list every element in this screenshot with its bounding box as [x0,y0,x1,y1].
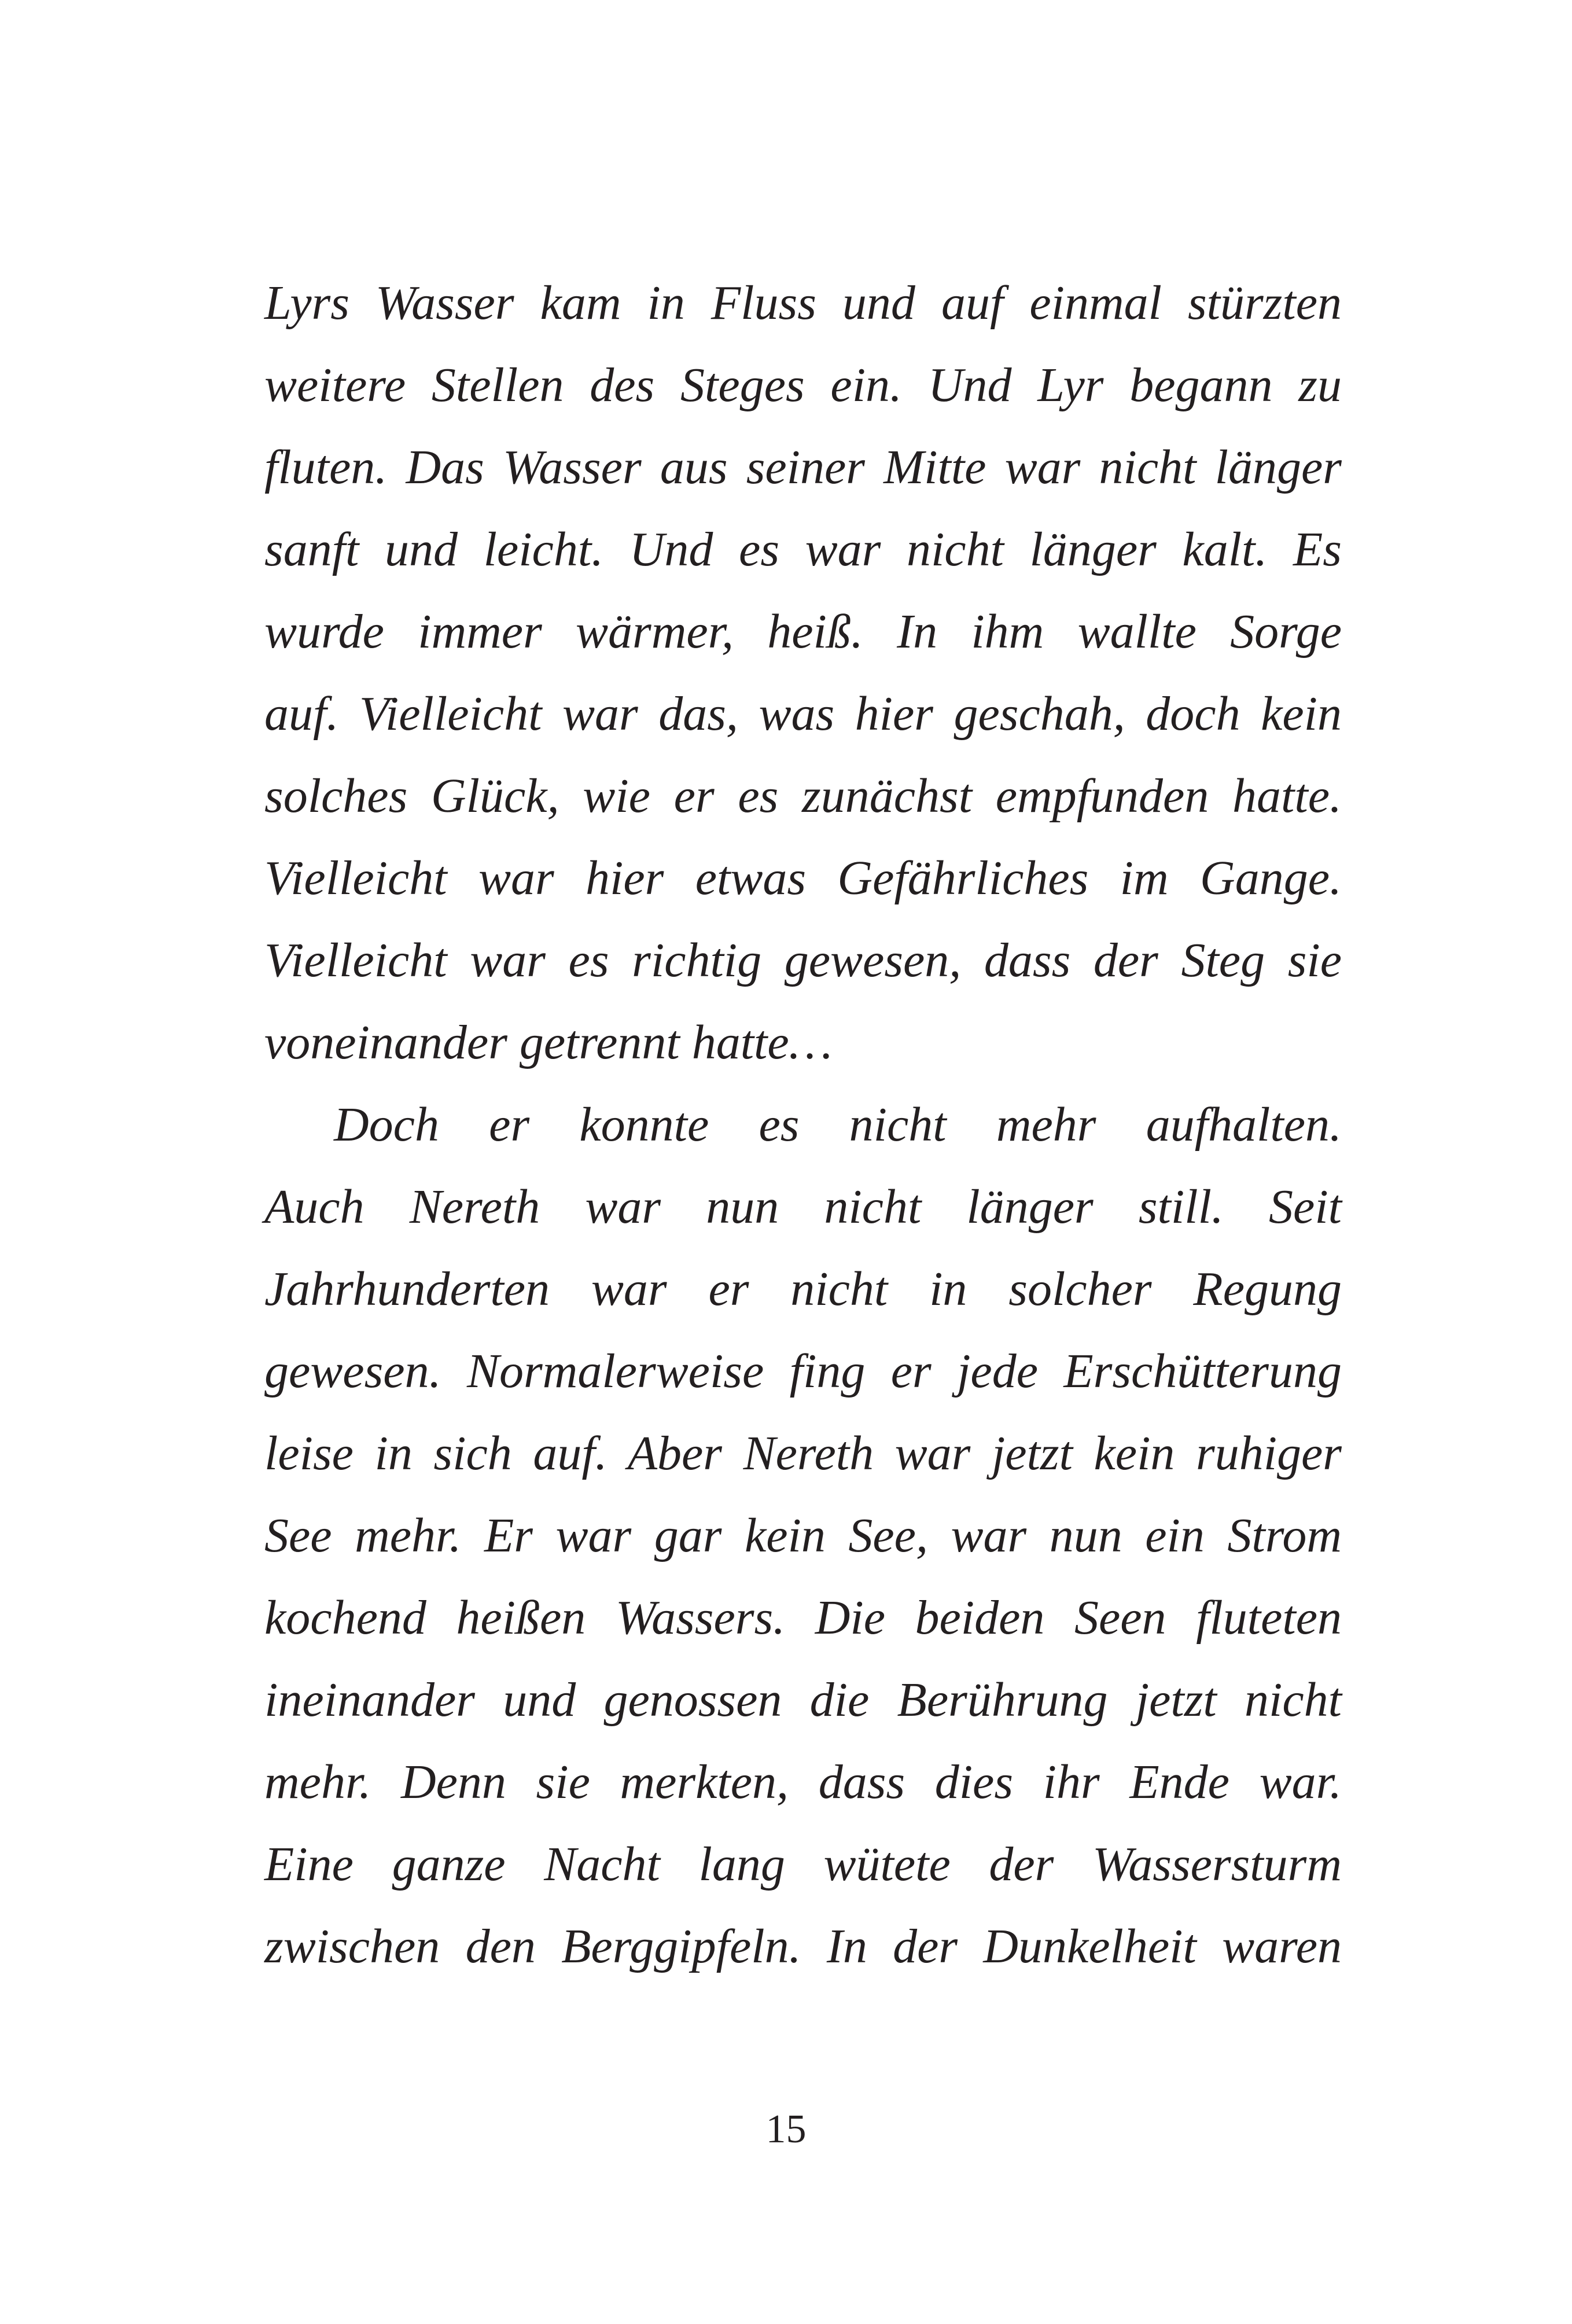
page-number: 15 [765,2107,807,2152]
text-line: Jahrhunderten war er nicht in solcher Regung [264,1262,1342,1316]
text-line: mehr. Denn sie merkten, dass dies ihr Ende war. [264,1755,1342,1809]
text-line: Auch Nereth war nun nicht länger still. Seit [264,1180,1342,1234]
text-line: Lyrs Wasser kam in Fluss und auf einmal stürzten [264,276,1342,330]
text-line: zwischen den Berggipfeln. In der Dunkelheit waren [264,1919,1342,1973]
body-text [264,262,1342,1988]
text-line: Vielleicht war hier etwas Gefährliches im Gange. [264,851,1342,905]
text-line: ineinander und genossen die Berührung jetzt nicht [264,1673,1342,1727]
text-line-paragraph-start: Doch er konnte es nicht mehr aufhalten. [334,1098,1342,1152]
text-line: Eine ganze Nacht lang wütete der Wassersturm [264,1837,1342,1891]
text-line: See mehr. Er war gar kein See, war nun ein Strom [264,1509,1342,1562]
text-line-paragraph-end: voneinander getrennt hatte… [264,1016,833,1069]
text-line: Vielleicht war es richtig gewesen, dass der Steg sie [264,933,1342,987]
text-line: auf. Vielleicht war das, was hier geschah, doch kein [264,687,1342,741]
text-line: sanft und leicht. Und es war nicht länger kalt. Es [264,523,1342,576]
text-line: kochend heißen Wassers. Die beiden Seen fluteten [264,1591,1342,1645]
text-line: gewesen. Normalerweise fing er jede Erschütterung [264,1344,1342,1398]
text-line: wurde immer wärmer, heiß. In ihm wallte Sorge [264,605,1342,659]
text-line: weitere Stellen des Steges ein. Und Lyr begann zu [264,358,1342,412]
text-line: solches Glück, wie er es zunächst empfunden hatte. [264,769,1342,823]
text-line: fluten. Das Wasser aus seiner Mitte war nicht länger [264,440,1342,494]
text-line: leise in sich auf. Aber Nereth war jetzt kein ruhiger [264,1426,1342,1480]
